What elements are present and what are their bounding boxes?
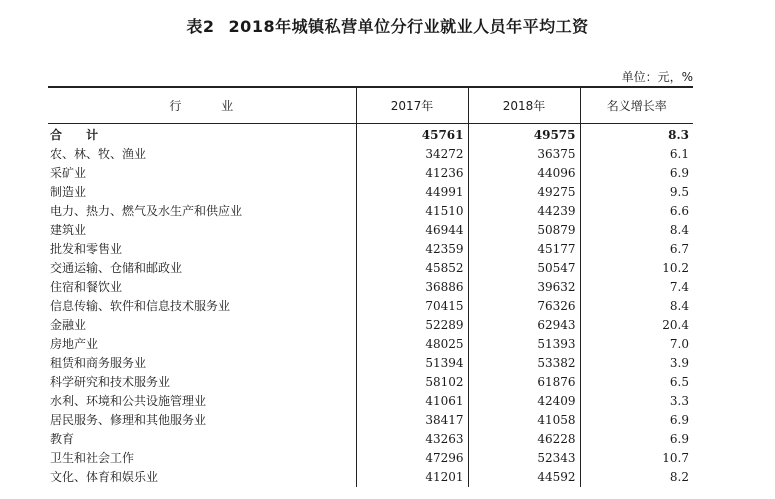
wage-2018-cell: 41058 — [468, 411, 580, 430]
wage-2017-cell: 44991 — [356, 183, 468, 202]
header-growth-rate: 名义增长率 — [580, 87, 693, 123]
wage-2018-cell: 46228 — [468, 430, 580, 449]
growth-rate-cell: 8.4 — [580, 221, 693, 240]
wage-2017-cell: 46944 — [356, 221, 468, 240]
wage-2018-cell: 44096 — [468, 164, 580, 183]
industry-cell: 批发和零售业 — [50, 241, 123, 256]
growth-rate-cell: 8.4 — [580, 297, 693, 316]
header-2017: 2017年 — [356, 87, 468, 123]
growth-rate-cell: 8.3 — [580, 123, 693, 145]
wage-2018-cell: 49575 — [468, 123, 580, 145]
wage-2017-cell: 45761 — [356, 123, 468, 145]
wage-2018-cell: 76326 — [468, 297, 580, 316]
wage-2018-cell: 62943 — [468, 316, 580, 335]
wage-2018-cell: 50547 — [468, 259, 580, 278]
wage-2017-cell: 45852 — [356, 259, 468, 278]
industry-cell: 租赁和商务服务业 — [50, 355, 147, 370]
wage-2017-cell: 34272 — [356, 145, 468, 164]
industry-cell: 居民服务、修理和其他服务业 — [50, 412, 207, 427]
wage-2018-cell: 52343 — [468, 449, 580, 468]
wage-2018-cell: 53382 — [468, 354, 580, 373]
wage-2018-cell: 36375 — [468, 145, 580, 164]
growth-rate-cell: 8.2 — [580, 468, 693, 487]
industry-cell: 信息传输、软件和信息技术服务业 — [50, 298, 231, 313]
table-row — [48, 335, 693, 354]
wage-2018-cell: 44592 — [468, 468, 580, 487]
industry-cell: 金融业 — [50, 317, 87, 332]
wage-2018-cell: 42409 — [468, 392, 580, 411]
growth-rate-cell: 20.4 — [580, 316, 693, 335]
wage-2017-cell: 41061 — [356, 392, 468, 411]
table-row — [48, 373, 693, 392]
growth-rate-cell: 6.9 — [580, 430, 693, 449]
table-row — [48, 259, 693, 278]
wage-2017-cell: 58102 — [356, 373, 468, 392]
total-row — [48, 123, 693, 145]
wage-2017-cell: 51394 — [356, 354, 468, 373]
growth-rate-cell: 6.1 — [580, 145, 693, 164]
growth-rate-cell: 7.0 — [580, 335, 693, 354]
industry-cell: 农、林、牧、渔业 — [50, 146, 147, 161]
wage-table — [48, 86, 693, 487]
table-header-row — [48, 87, 693, 123]
unit-note: 单位：元，% — [621, 70, 693, 84]
growth-rate-cell: 3.9 — [580, 354, 693, 373]
growth-rate-cell: 10.7 — [580, 449, 693, 468]
industry-cell: 采矿业 — [50, 165, 87, 180]
table-row — [48, 392, 693, 411]
wage-2018-cell: 39632 — [468, 278, 580, 297]
table-row — [48, 164, 693, 183]
growth-rate-cell: 3.3 — [580, 392, 693, 411]
table-title-text: 2018年城镇私营单位分行业就业人员年平均工资 — [228, 17, 589, 36]
growth-rate-cell: 6.6 — [580, 202, 693, 221]
wage-2017-cell: 48025 — [356, 335, 468, 354]
wage-2017-cell: 36886 — [356, 278, 468, 297]
growth-rate-cell: 6.9 — [580, 164, 693, 183]
wage-2017-cell: 38417 — [356, 411, 468, 430]
industry-cell: 科学研究和技术服务业 — [50, 374, 171, 389]
industry-cell: 制造业 — [50, 184, 87, 199]
wage-2018-cell: 61876 — [468, 373, 580, 392]
growth-rate-cell: 6.5 — [580, 373, 693, 392]
table-row — [48, 354, 693, 373]
wage-2018-cell: 45177 — [468, 240, 580, 259]
table-row — [48, 202, 693, 221]
table-row — [48, 316, 693, 335]
wage-2018-cell: 49275 — [468, 183, 580, 202]
table-row — [48, 449, 693, 468]
table-row — [48, 297, 693, 316]
table-body — [48, 123, 693, 487]
table-row — [48, 468, 693, 487]
wage-2018-cell: 51393 — [468, 335, 580, 354]
wage-2017-cell: 41201 — [356, 468, 468, 487]
industry-cell: 电力、热力、燃气及水生产和供应业 — [50, 203, 243, 218]
table-row — [48, 183, 693, 202]
growth-rate-cell: 7.4 — [580, 278, 693, 297]
growth-rate-cell: 6.7 — [580, 240, 693, 259]
wage-2017-cell: 70415 — [356, 297, 468, 316]
industry-cell: 教育 — [50, 431, 75, 446]
table-row — [48, 278, 693, 297]
industry-cell: 交通运输、仓储和邮政业 — [50, 260, 183, 275]
growth-rate-cell: 9.5 — [580, 183, 693, 202]
industry-cell: 建筑业 — [50, 222, 87, 237]
wage-2017-cell: 42359 — [356, 240, 468, 259]
table-row — [48, 240, 693, 259]
industry-cell: 卫生和社会工作 — [50, 450, 135, 465]
wage-2017-cell: 47296 — [356, 449, 468, 468]
wage-2017-cell: 41510 — [356, 202, 468, 221]
wage-2018-cell: 50879 — [468, 221, 580, 240]
header-2018: 2018年 — [468, 87, 580, 123]
wage-2017-cell: 41236 — [356, 164, 468, 183]
page-title — [0, 14, 775, 37]
industry-cell: 文化、体育和娱乐业 — [50, 469, 159, 484]
industry-cell: 水利、环境和公共设施管理业 — [50, 393, 207, 408]
wage-2017-cell: 52289 — [356, 316, 468, 335]
wage-2018-cell: 44239 — [468, 202, 580, 221]
growth-rate-cell: 6.9 — [580, 411, 693, 430]
industry-cell: 合 计 — [50, 127, 109, 142]
growth-rate-cell: 10.2 — [580, 259, 693, 278]
wage-2017-cell: 43263 — [356, 430, 468, 449]
table-row — [48, 430, 693, 449]
table-number: 表2 — [186, 17, 215, 36]
table-row — [48, 221, 693, 240]
table-row — [48, 411, 693, 430]
table-row — [48, 145, 693, 164]
industry-cell: 房地产业 — [50, 336, 99, 351]
header-industry: 行 业 — [48, 87, 356, 123]
industry-cell: 住宿和餐饮业 — [50, 279, 123, 294]
